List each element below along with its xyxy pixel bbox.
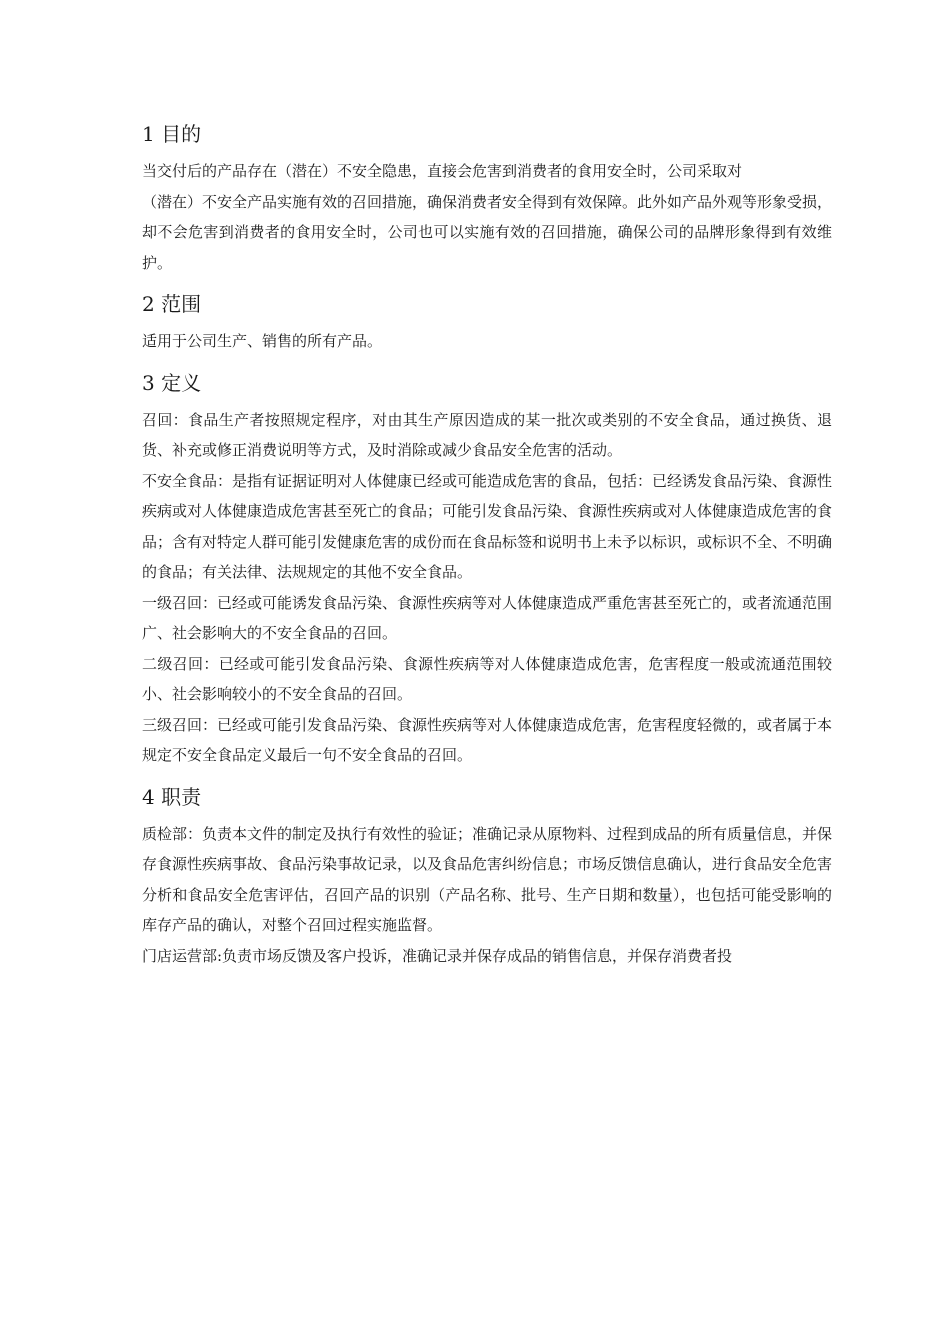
purpose-paragraph-1: 当交付后的产品存在（潜在）不安全隐患，直接会危害到消费者的食用安全时，公司采取对 (142, 162, 743, 180)
section-heading-responsibilities: 4 职责 (142, 784, 202, 809)
responsibility-quality-dept: 质检部：负责本文件的制定及执行有效性的验证；准确记录从原物料、过程到成品的所有质量信息，并保存食源性疾病事故、食品污染事故记录，以及食品危害纠纷信息；市场反馈信息确认，进行食品安全危害分析和食品安全危害评估，召回产品的识别（产品名称、批号、生产日期和数量），也包括可能受影响的库存产品的确认，对整个召回过程实施监督。 (142, 824, 833, 934)
definition-recall: 召回：食品生产者按照规定程序，对由其生产原因造成的某一批次或类别的不安全食品，通过换货、退货、补充或修正消费说明等方式，及时消除或减少食品安全危害的活动。 (142, 410, 832, 459)
section-heading-purpose: 1 目的 (142, 122, 202, 146)
scope-paragraph: 适用于公司生产、销售的所有产品。 (142, 332, 383, 350)
definition-level-1-recall: 一级召回：已经或可能诱发食品污染、食源性疾病等对人体健康造成严重危害甚至死亡的，或者流通范围广、社会影响大的不安全食品的召回。 (142, 593, 833, 642)
definition-level-3-recall: 三级召回：已经或可能引发食品污染、食源性疾病等对人体健康造成危害，危害程度轻微的，或者属于本规定不安全食品定义最后一句不安全食品的召回。 (142, 715, 833, 764)
section-heading-scope: 2 范围 (142, 292, 202, 316)
definition-unsafe-food: 不安全食品：是指有证据证明对人体健康已经或可能造成危害的食品，包括：已经诱发食品污染、食源性疾病或对人体健康造成危害甚至死亡的食品；可能引发食品污染、食源性疾病或对人体健康造成危害的食品；含有对特定人群可能引发健康危害的成份而在食品标签和说明书上未予以标识，或标识不全、不明确的食品；有关法律、法规规定的其他不安全食品。 (142, 471, 833, 581)
section-heading-definitions: 3 定义 (142, 370, 202, 395)
purpose-paragraph-2: （潜在）不安全产品实施有效的召回措施，确保消费者安全得到有效保障。此外如产品外观等形象受损，却不会危害到消费者的食用安全时，公司也可以实施有效的召回措施，确保公司的品牌形象得到有效维护。 (142, 192, 833, 272)
document-page (142, 112, 832, 971)
definition-level-2-recall: 二级召回：已经或可能引发食品污染、食源性疾病等对人体健康造成危害，危害程度一般或流通范围较小、社会影响较小的不安全食品的召回。 (142, 654, 832, 703)
responsibility-store-ops-dept: 门店运营部:负责市场反馈及客户投诉，准确记录并保存成品的销售信息，并保存消费者投 (142, 946, 733, 965)
